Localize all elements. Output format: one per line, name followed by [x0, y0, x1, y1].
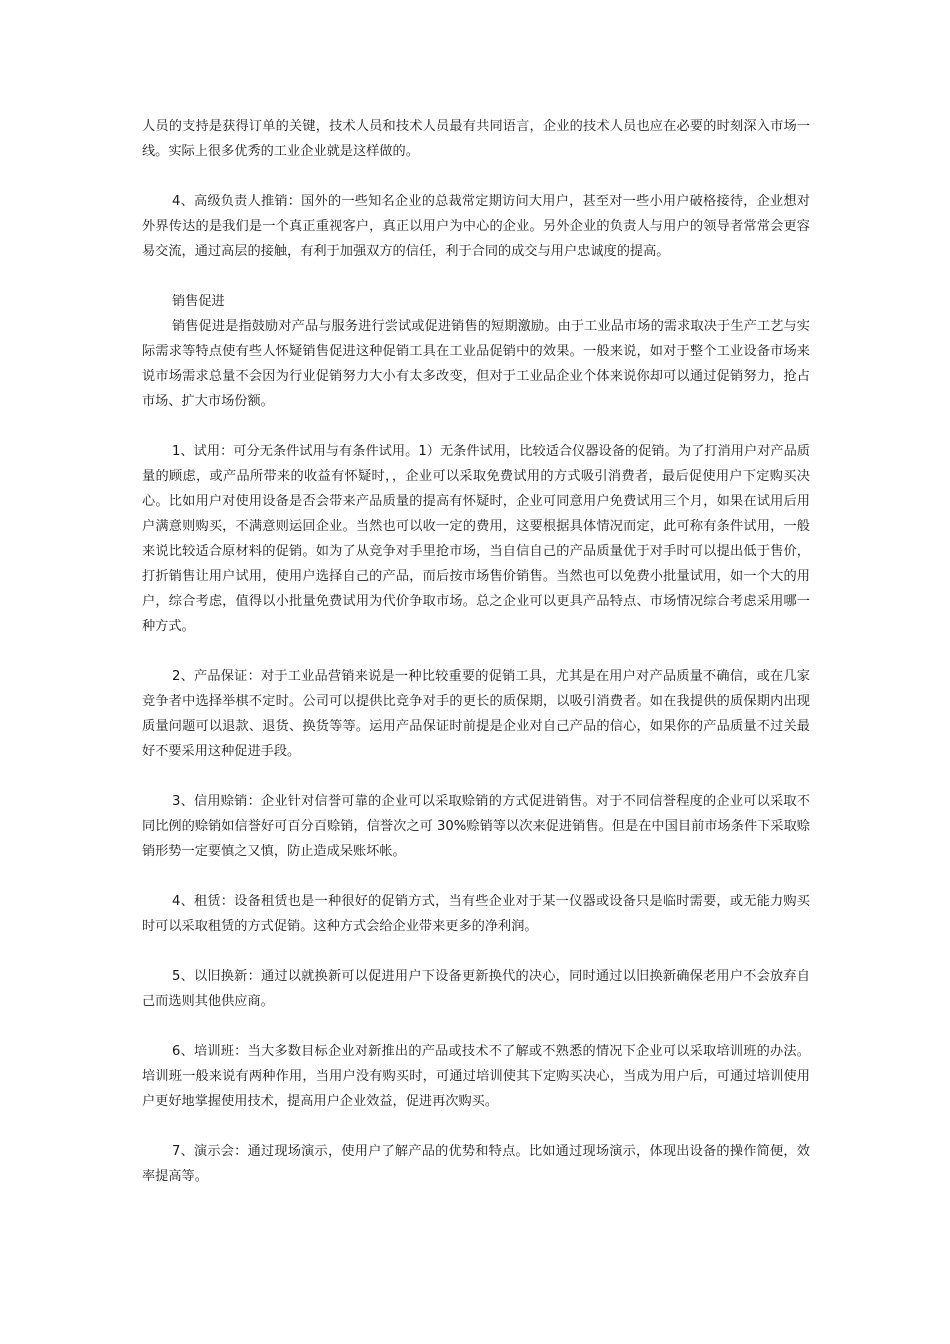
list-item-training: 6、培训班：当大多数目标企业对新推出的产品或技术不了解或不熟悉的情况下企业可以采取培训班的办法。培训班一般来说有两种作用，当用户没有购买时，可通过培训使其下定购买决心，当成为用户后，可通过培训使用户更好地掌握使用技术，提高用户企业效益，促进再次购买。: [142, 1044, 810, 1109]
list-item-trial: 1、试用：可分无条件试用与有条件试用。1）无条件试用，比较适合仪器设备的促销。为了打消用户对产品质量的顾虑，或产品所带来的收益有怀疑时，，企业可以采取免费试用的方式吸引消费者，最后促使用户下定购买决心。比如用户对使用设备是否会带来产品质量的提高有怀疑时，企业可同意用户免费试用三个月，如果在试用后用户满意则购买，不满意则运回企业。当然也可以收一定的费用，这要根据具体情况而定，此可称有条件试用，一般来说比较适合原材料的促销。如为了从竞争对手里抢市场，当自信自己的产品质量优于对手时可以提出低于售价，打折销售让用户试用，使用户选择自己的产品，而后按市场售价销售。当然也可以免费小批量试用，如一个大的用户，综合考虑，值得以小批量免费试用为代价争取市场。总之企业可以更具产品特点、市场情况综合考虑采用哪一种方式。: [142, 444, 810, 634]
list-item-leasing: 4、租赁：设备租赁也是一种很好的促销方式，当有些企业对于某一仪器或设备只是临时需要，或无能力购买时可以采取租赁的方式促销。这种方式会给企业带来更多的净利润。: [142, 894, 810, 934]
section-heading: 销售促进: [172, 294, 225, 309]
list-item-product-guarantee: 2、产品保证：对于工业品营销来说是一种比较重要的促销工具，尤其是在用户对产品质量不确信，或在几家竞争者中选择举棋不定时。公司可以提供比竞争对手的更长的质保期，以吸引消费者。如在我提供的质保期内出现质量问题可以退款、退货、换货等等。运用产品保证时前提是企业对自己产品的信心，如果你的产品质量不过关最好不要采用这种促进手段。: [142, 669, 810, 759]
paragraph-senior-executive-selling: 4、高级负责人推销：国外的一些知名企业的总裁常定期访问大用户，甚至对一些小用户破格接待，企业想对外界传达的是我们是一个真正重视客户，真正以用户为中心的企业。另外企业的负责人与用户的领导者常常会更容易交流，通过高层的接触，有利于加强双方的信任，利于合同的成交与用户忠诚度的提高。: [142, 194, 810, 259]
list-item-demonstration: 7、演示会：通过现场演示，使用户了解产品的优势和特点。比如通过现场演示，体现出设备的操作简便，效率提高等。: [142, 1144, 810, 1184]
list-item-credit-sales: 3、信用赊销：企业针对信誉可靠的企业可以采取赊销的方式促进销售。对于不同信誉程度的企业可以采取不同比例的赊销如信誉好可百分百赊销，信誉次之可 30%赊销等以次来促进销售。但是在中国目前市场条件下采取赊销形势一定要慎之又慎，防止造成呆账坏帐。: [142, 794, 810, 859]
section-intro: 销售促进是指鼓励对产品与服务进行尝试或促进销售的短期激励。由于工业品市场的需求取决于生产工艺与实际需求等特点使有些人怀疑销售促进这种促销工具在工业品促销中的效果。一般来说，如对于整个工业设备市场来说市场需求总量不会因为行业促销努力大小有太多改变，但对于工业品企业个体来说你却可以通过促销努力，抢占市场、扩大市场份额。: [142, 319, 810, 409]
document-body: [142, 114, 810, 1214]
paragraph-continuation: 人员的支持是获得订单的关键，技术人员和技术人员最有共同语言，企业的技术人员也应在必要的时刻深入市场一线。实际上很多优秀的工业企业就是这样做的。: [142, 119, 810, 159]
list-item-trade-in: 5、以旧换新：通过以就换新可以促进用户下设备更新换代的决心，同时通过以旧换新确保老用户不会放弃自己而选则其他供应商。: [142, 969, 810, 1009]
